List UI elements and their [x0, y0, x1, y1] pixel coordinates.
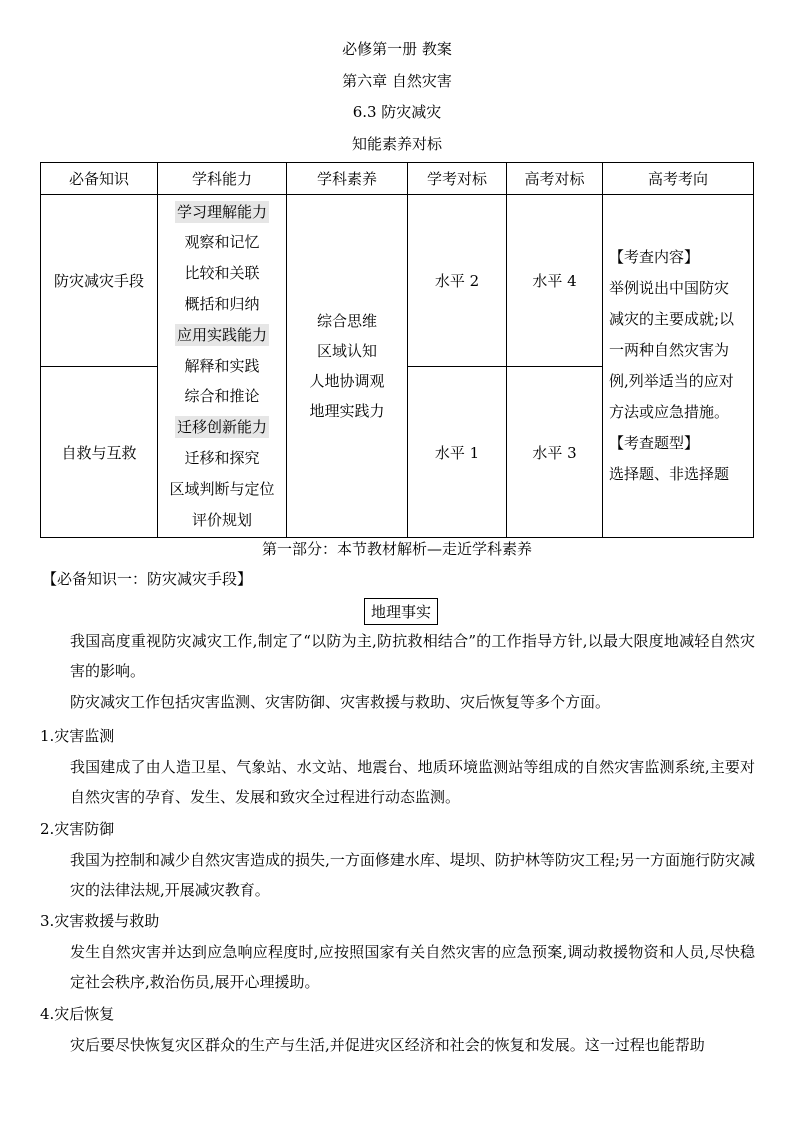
- header-gaokao: 高考对标: [507, 163, 603, 195]
- doc-series-title: 必修第一册 教案: [342, 40, 452, 58]
- subheading: 3.灾害救援与救助: [40, 912, 160, 930]
- ability-item: 评价规划: [191, 510, 252, 529]
- ability-item: 综合和推论: [184, 387, 260, 406]
- kaoxiang-cell: [603, 195, 754, 538]
- ability-item: 学习理解能力: [176, 202, 267, 221]
- facts-title-box: 地理事实: [364, 598, 438, 625]
- kaoxiang-line: 举例说出中国防灾: [609, 279, 730, 297]
- header-knowledge: 必备知识: [41, 163, 158, 195]
- literacy-item: 综合思维: [316, 312, 377, 330]
- kaoxiang-line: 例,列举适当的应对: [609, 372, 734, 390]
- subheading: 4.灾后恢复: [40, 1005, 115, 1023]
- ability-item: 迁移和探究: [184, 448, 260, 467]
- kaoxiang-line: 选择题、非选择题: [609, 465, 730, 483]
- literacy-item: 地理实践力: [309, 402, 385, 420]
- header-xuekao: 学考对标: [408, 163, 507, 195]
- abilities-cell: [158, 195, 287, 538]
- paragraph: 我国为控制和减少自然灾害造成的损失,一方面修建水库、堤坝、防护林等防灾工程;另一方面施行防灾减灾的法律法规,开展减灾教育。: [70, 851, 755, 899]
- standards-table: [40, 162, 754, 538]
- gaokao-cell-1: 水平 4: [507, 195, 603, 367]
- table-title: 知能素养对标: [351, 135, 442, 153]
- chapter-title: 第六章 自然灾害: [342, 72, 452, 90]
- literacy-item: 区域认知: [316, 342, 377, 360]
- header-kaoxiang: 高考考向: [603, 163, 754, 195]
- xuekao-cell-1: 水平 2: [408, 195, 507, 367]
- kaoxiang-line: 一两种自然灾害为: [609, 341, 730, 359]
- paragraph: 我国建成了由人造卫星、气象站、水文站、地震台、地质环境监测站等组成的自然灾害监测系统,主要对自然灾害的孕育、发生、发展和致灾全过程进行动态监测。: [70, 758, 755, 806]
- knowledge-heading: 【必备知识一：防灾减灾手段】: [42, 570, 253, 588]
- knowledge-cell-1: 防灾减灾手段: [41, 195, 158, 367]
- subheading: 2.灾害防御: [40, 820, 115, 838]
- literacy-cell: [287, 195, 408, 538]
- paragraph: 防灾减灾工作包括灾害监测、灾害防御、灾害救援与救助、灾后恢复等多个方面。: [70, 693, 611, 711]
- xuekao-cell-2: 水平 1: [408, 367, 507, 538]
- kaoxiang-line: 方法或应急措施。: [609, 403, 730, 421]
- header-literacy: 学科素养: [287, 163, 408, 195]
- ability-item: 解释和实践: [184, 356, 260, 375]
- subheading: 1.灾害监测: [40, 727, 115, 745]
- header-ability: 学科能力: [158, 163, 287, 195]
- ability-item: 概括和归纳: [184, 295, 260, 313]
- ability-item: 观察和记忆: [184, 233, 260, 252]
- paragraph: 我国高度重视防灾减灾工作,制定了“以防为主,防抗救相结合”的工作指导方针,以最大限度地减轻自然灾害的影响。: [70, 632, 755, 680]
- paragraph: 发生自然灾害并达到应急响应程度时,应按照国家有关自然灾害的应急预案,调动救援物资和人员,尽快稳定社会秩序,救治伤员,展开心理援助。: [70, 943, 755, 991]
- ability-item: 比较和关联: [184, 264, 260, 283]
- literacy-item: 人地协调观: [309, 372, 385, 390]
- paragraph: 灾后要尽快恢复灾区群众的生产与生活,并促进灾区经济和社会的恢复和发展。这一过程也能帮助: [70, 1036, 705, 1054]
- ability-item: 区域判断与定位: [169, 479, 275, 498]
- knowledge-cell-2: 自救与互救: [41, 367, 158, 538]
- kaoxiang-line: 【考查内容】: [609, 248, 700, 266]
- ability-item: 迁移创新能力: [176, 418, 267, 437]
- kaoxiang-line: 减灾的主要成就;以: [609, 310, 735, 328]
- section-title: 6.3 防灾减灾: [352, 103, 442, 121]
- table-row: [41, 195, 754, 367]
- kaoxiang-line: 【考查题型】: [609, 434, 700, 452]
- table-header-row: [41, 163, 754, 195]
- ability-item: 应用实践能力: [176, 325, 267, 344]
- part-heading: 第一部分：本节教材解析—走近学科素养: [261, 540, 532, 558]
- gaokao-cell-2: 水平 3: [507, 367, 603, 538]
